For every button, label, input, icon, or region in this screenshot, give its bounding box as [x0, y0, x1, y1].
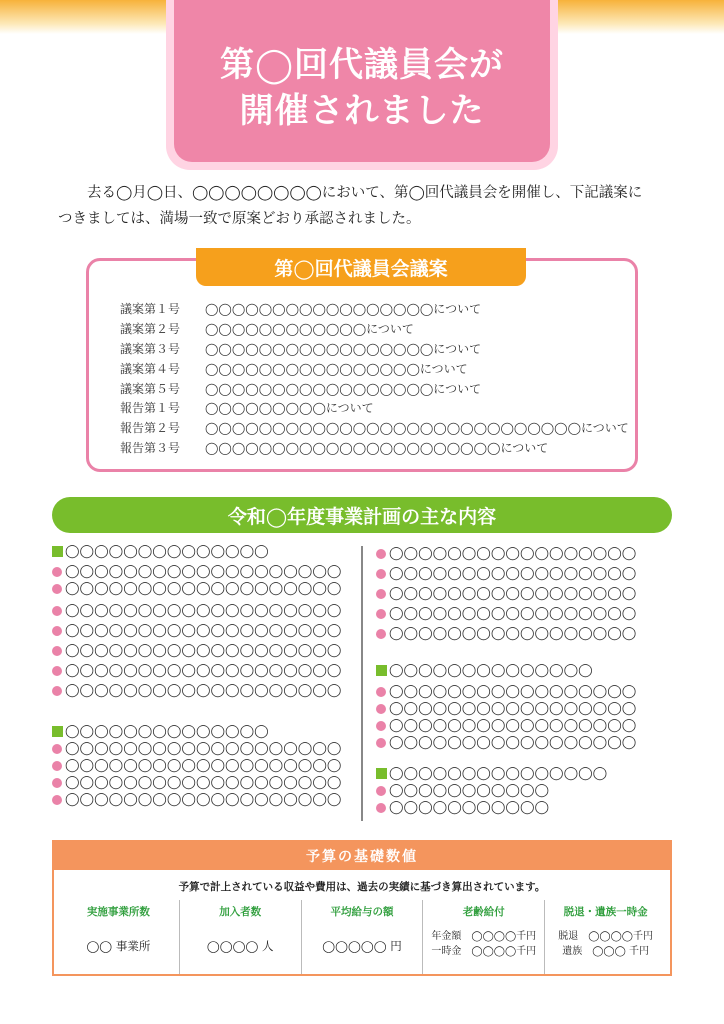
list-item	[376, 717, 636, 734]
agenda-item-label: 議案第４号	[120, 361, 181, 376]
agenda-list	[120, 299, 629, 457]
budget-col-head: 脱退・遺族一時金	[563, 906, 648, 918]
list-item-text: ◯◯◯◯◯◯◯◯◯◯◯◯◯◯◯◯◯	[389, 546, 637, 561]
agenda-item-text: ◯◯◯◯◯◯◯◯◯◯◯◯◯◯◯◯◯について	[205, 381, 482, 396]
agenda-title: 第◯回代議員会議案	[196, 248, 526, 286]
budget-sub-value: ◯◯◯◯千円	[471, 931, 537, 942]
list-item	[52, 662, 341, 679]
list-item	[52, 757, 341, 774]
title-banner	[166, 0, 558, 170]
list-item-text: ◯◯◯◯◯◯◯◯◯◯◯◯◯◯◯◯◯◯◯	[65, 663, 342, 678]
list-item-text: ◯◯◯◯◯◯◯◯◯◯◯◯◯◯◯◯◯	[389, 718, 637, 733]
green-square-icon	[52, 546, 63, 557]
agenda-item-label: 議案第１号	[120, 302, 181, 317]
pink-dot-icon	[376, 786, 386, 796]
budget-sub-row	[558, 930, 653, 943]
budget-col-salary	[302, 900, 424, 974]
list-item	[376, 799, 636, 816]
pink-dot-icon	[52, 567, 62, 577]
section-heading	[52, 723, 341, 740]
pink-dot-icon	[52, 761, 62, 771]
green-square-icon	[376, 665, 387, 676]
section-heading-text: ◯◯◯◯◯◯◯◯◯◯◯◯◯◯◯	[389, 766, 608, 781]
pink-dot-icon	[52, 606, 62, 616]
list-item-text: ◯◯◯◯◯◯◯◯◯◯◯◯◯◯◯◯◯	[389, 701, 637, 716]
pink-dot-icon	[376, 704, 386, 714]
list-item	[376, 782, 636, 799]
pink-dot-icon	[52, 778, 62, 788]
list-item	[376, 545, 636, 562]
list-item-text: ◯◯◯◯◯◯◯◯◯◯◯◯◯◯◯◯◯◯◯	[65, 623, 342, 638]
list-item-text: ◯◯◯◯◯◯◯◯◯◯◯◯◯◯◯◯◯◯◯	[65, 792, 342, 807]
list-item	[376, 700, 636, 717]
pink-dot-icon	[52, 626, 62, 636]
agenda-item	[120, 339, 629, 359]
list-item-text: ◯◯◯◯◯◯◯◯◯◯◯◯◯◯◯◯◯◯◯	[65, 643, 342, 658]
list-item	[52, 563, 341, 580]
agenda-item-label: 報告第２号	[120, 421, 181, 436]
budget-col-value: ◯◯◯◯◯ 円	[322, 939, 402, 953]
pink-dot-icon	[52, 646, 62, 656]
budget-columns	[54, 900, 670, 974]
pink-dot-icon	[52, 795, 62, 805]
list-item-text: ◯◯◯◯◯◯◯◯◯◯◯	[389, 800, 550, 815]
list-item	[376, 585, 636, 602]
agenda-item	[120, 378, 629, 398]
budget-col-head: 平均給与の額	[330, 906, 394, 918]
list-item-text: ◯◯◯◯◯◯◯◯◯◯◯◯◯◯◯◯◯	[389, 606, 637, 621]
agenda-item	[120, 319, 629, 339]
section-heading	[52, 543, 341, 560]
section-heading-text: ◯◯◯◯◯◯◯◯◯◯◯◯◯◯	[65, 544, 269, 559]
page-title-line1: 第◯回代議員会が	[219, 45, 505, 85]
budget-col-value: ◯◯ 事業所	[86, 939, 151, 953]
plan-left-column	[52, 543, 341, 808]
agenda-item	[120, 418, 629, 438]
section-heading-text: ◯◯◯◯◯◯◯◯◯◯◯◯◯◯	[389, 663, 593, 678]
agenda-item-text: ◯◯◯◯◯◯◯◯◯◯◯◯◯◯◯◯◯について	[205, 341, 482, 356]
budget-sub-label: 一時金	[431, 946, 462, 957]
agenda-item-label: 報告第３号	[120, 440, 181, 455]
title-banner-inner	[174, 0, 550, 162]
agenda-item	[120, 438, 629, 458]
list-item-text: ◯◯◯◯◯◯◯◯◯◯◯◯◯◯◯◯◯◯◯	[65, 758, 342, 773]
pink-dot-icon	[376, 589, 386, 599]
list-item-text: ◯◯◯◯◯◯◯◯◯◯◯◯◯◯◯◯◯	[389, 735, 637, 750]
budget-sub-row	[431, 930, 536, 943]
list-item	[52, 682, 341, 699]
list-item	[376, 605, 636, 622]
budget-col-offices	[58, 900, 180, 974]
pink-dot-icon	[376, 549, 386, 559]
budget-col-head: 加入者数	[219, 906, 262, 918]
budget-panel	[52, 840, 672, 976]
section-heading	[376, 765, 636, 782]
budget-sub-value: ◯◯◯◯千円	[471, 946, 537, 957]
list-item	[376, 734, 636, 751]
list-item	[52, 602, 341, 619]
agenda-item	[120, 358, 629, 378]
pink-dot-icon	[376, 687, 386, 697]
list-item	[52, 740, 341, 757]
list-item	[376, 625, 636, 642]
agenda-item-text: ◯◯◯◯◯◯◯◯◯◯◯◯について	[205, 322, 414, 337]
agenda-item-label: 報告第１号	[120, 401, 181, 416]
pink-dot-icon	[376, 569, 386, 579]
budget-sub-row	[562, 945, 649, 958]
list-item-text: ◯◯◯◯◯◯◯◯◯◯◯◯◯◯◯◯◯	[389, 586, 637, 601]
budget-col-old-age	[423, 900, 545, 974]
plan-right-column	[376, 545, 636, 816]
agenda-item	[120, 398, 629, 418]
list-item-text: ◯◯◯◯◯◯◯◯◯◯◯◯◯◯◯◯◯	[389, 684, 637, 699]
plan-title: 令和◯年度事業計画の主な内容	[52, 497, 672, 533]
intro-line1: 去る◯月◯日、◯◯◯◯◯◯◯◯において、第◯回代議員会を開催し、下記議案に	[87, 185, 643, 201]
pink-dot-icon	[376, 629, 386, 639]
agenda-item-text: ◯◯◯◯◯◯◯◯◯について	[205, 401, 374, 416]
list-item-text: ◯◯◯◯◯◯◯◯◯◯◯◯◯◯◯◯◯◯◯	[65, 775, 342, 790]
budget-sub-label: 遺族	[562, 946, 583, 957]
list-item	[52, 642, 341, 659]
budget-col-withdrawal	[545, 900, 666, 974]
list-item	[52, 622, 341, 639]
agenda-item	[120, 299, 629, 319]
budget-sub-row	[431, 945, 536, 958]
page-title-line2: 開催されました	[239, 91, 485, 131]
budget-col-members	[180, 900, 302, 974]
list-item	[376, 683, 636, 700]
budget-sub-value: ◯◯◯ 千円	[592, 946, 649, 957]
green-square-icon	[52, 726, 63, 737]
pink-dot-icon	[52, 666, 62, 676]
list-item	[376, 565, 636, 582]
list-item-text: ◯◯◯◯◯◯◯◯◯◯◯◯◯◯◯◯◯	[389, 626, 637, 641]
budget-sub-value: ◯◯◯◯千円	[588, 931, 653, 942]
intro-paragraph	[58, 180, 678, 232]
section-heading-text: ◯◯◯◯◯◯◯◯◯◯◯◯◯◯	[65, 724, 269, 739]
list-item-text: ◯◯◯◯◯◯◯◯◯◯◯◯◯◯◯◯◯◯◯	[65, 741, 342, 756]
pink-dot-icon	[52, 686, 62, 696]
pink-dot-icon	[52, 584, 62, 594]
green-square-icon	[376, 768, 387, 779]
pink-dot-icon	[376, 721, 386, 731]
section-heading	[376, 662, 636, 679]
budget-title: 予算の基礎数値	[54, 842, 670, 870]
intro-line2: つきましては、満場一致で原案どおり承認されました。	[58, 211, 421, 227]
agenda-item-text: ◯◯◯◯◯◯◯◯◯◯◯◯◯◯◯◯について	[205, 361, 468, 376]
list-item	[52, 580, 341, 597]
agenda-item-label: 議案第５号	[120, 381, 181, 396]
agenda-item-label: 議案第３号	[120, 341, 181, 356]
pink-dot-icon	[376, 803, 386, 813]
list-item	[52, 774, 341, 791]
pink-dot-icon	[376, 609, 386, 619]
agenda-item-text: ◯◯◯◯◯◯◯◯◯◯◯◯◯◯◯◯◯について	[205, 302, 482, 317]
budget-col-head: 老齢給付	[462, 906, 505, 918]
pink-dot-icon	[52, 744, 62, 754]
agenda-item-text: ◯◯◯◯◯◯◯◯◯◯◯◯◯◯◯◯◯◯◯◯◯◯◯◯◯◯◯◯について	[205, 421, 629, 436]
agenda-item-text: ◯◯◯◯◯◯◯◯◯◯◯◯◯◯◯◯◯◯◯◯◯◯について	[205, 440, 549, 455]
pink-dot-icon	[376, 738, 386, 748]
list-item-text: ◯◯◯◯◯◯◯◯◯◯◯◯◯◯◯◯◯◯◯	[65, 603, 342, 618]
agenda-item-label: 議案第２号	[120, 322, 181, 337]
column-divider	[361, 546, 363, 821]
list-item-text: ◯◯◯◯◯◯◯◯◯◯◯◯◯◯◯◯◯	[389, 566, 637, 581]
budget-col-value: ◯◯◯◯ 人	[206, 939, 274, 953]
budget-col-head: 実施事業所数	[86, 906, 150, 918]
list-item	[52, 791, 341, 808]
list-item-text: ◯◯◯◯◯◯◯◯◯◯◯◯◯◯◯◯◯◯◯	[65, 581, 342, 596]
list-item-text: ◯◯◯◯◯◯◯◯◯◯◯◯◯◯◯◯◯◯◯	[65, 564, 342, 579]
budget-note: 予算で計上されている収益や費用は、過去の実績に基づき算出されています。	[178, 881, 546, 893]
budget-sub-label: 年金額	[431, 931, 462, 942]
budget-sub-label: 脱退	[558, 931, 579, 942]
list-item-text: ◯◯◯◯◯◯◯◯◯◯◯	[389, 783, 550, 798]
list-item-text: ◯◯◯◯◯◯◯◯◯◯◯◯◯◯◯◯◯◯◯	[65, 683, 342, 698]
